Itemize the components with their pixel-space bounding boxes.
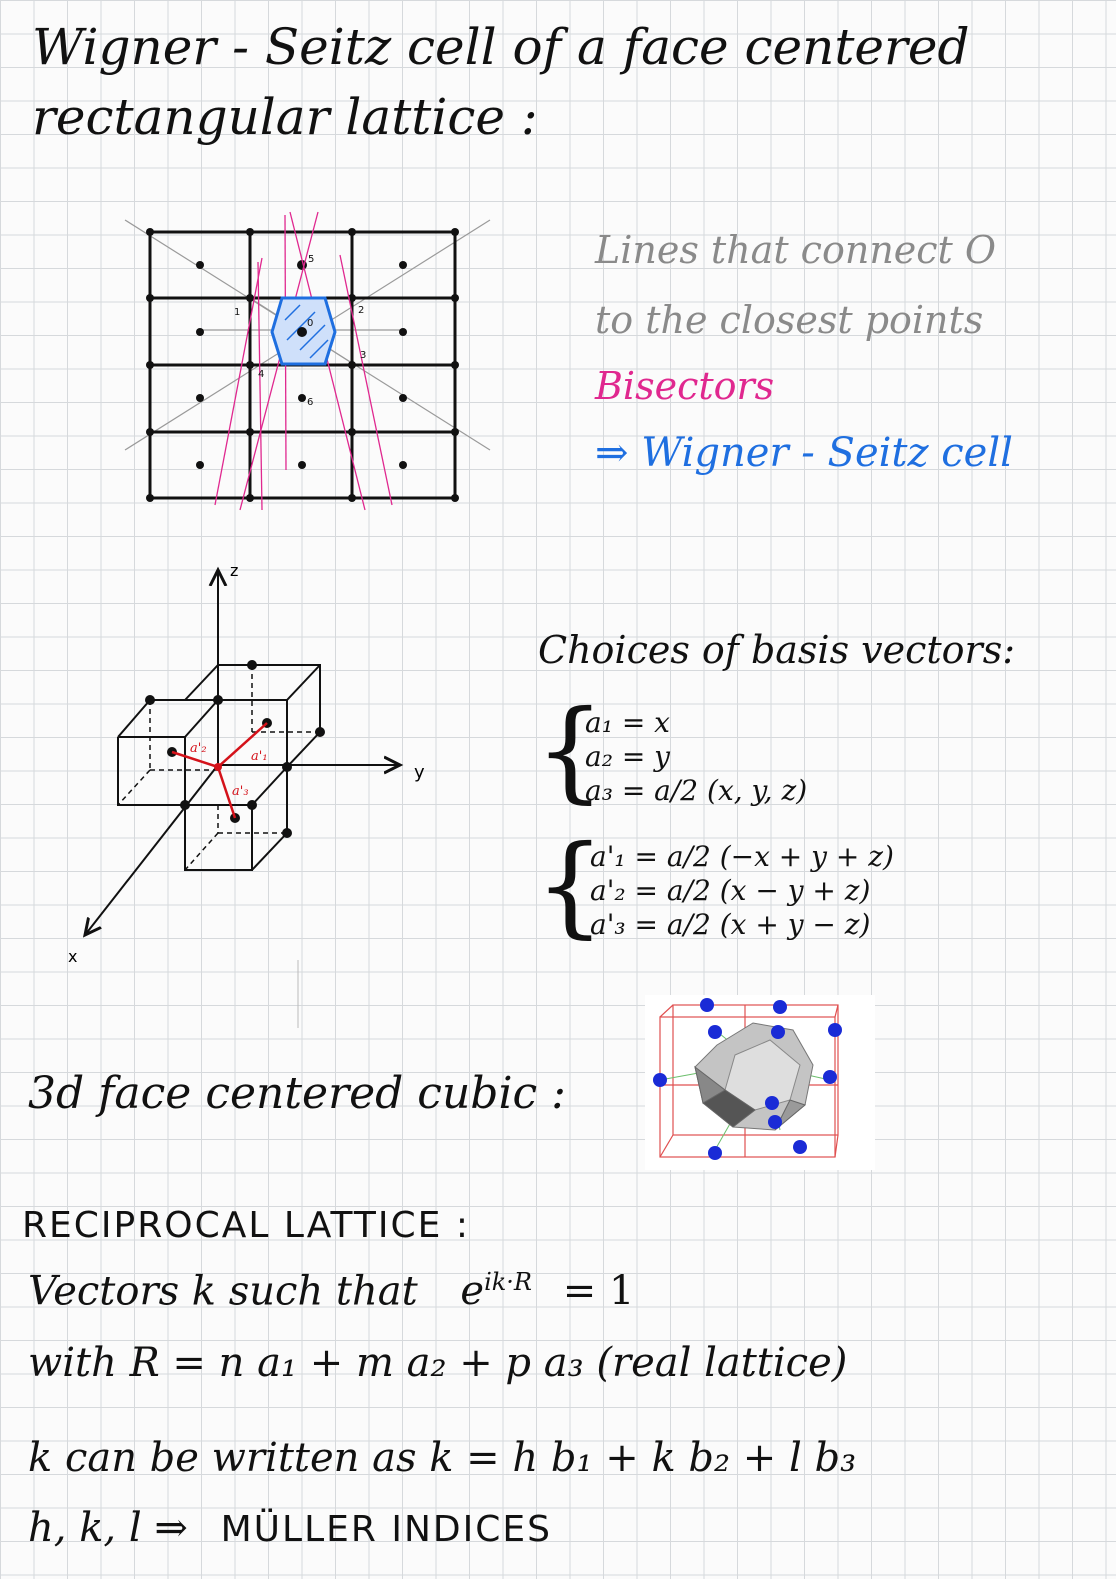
point-label-4: 4: [258, 369, 265, 380]
brace-set-1: {: [535, 686, 605, 814]
axis-z-label: z: [230, 561, 239, 580]
note-wigner-seitz-cell: ⇒ Wigner - Seitz cell: [595, 430, 1013, 476]
point-label-3: 3: [360, 350, 367, 361]
axes: [85, 570, 400, 935]
miller-indices-label: MÜLLER INDICES: [220, 1509, 552, 1550]
vector-label-a3: a'₃: [232, 784, 249, 799]
reciprocal-line-4: [28, 1505, 552, 1551]
fcc-label: 3d face centered cubic :: [28, 1068, 566, 1119]
reciprocal-heading: RECIPROCAL LATTICE :: [22, 1205, 470, 1246]
basis-set2-a2: a'₂ = a/2 (x − y + z): [590, 874, 871, 907]
title-line-2: rectangular lattice :: [32, 88, 538, 146]
basis-set1-a1: a₁ = x: [585, 706, 670, 739]
axis-y-label: y: [414, 762, 425, 783]
reciprocal-exp-power: ik·R: [484, 1268, 532, 1296]
note-bisectors: Bisectors: [595, 364, 775, 408]
point-label-0: 0: [307, 318, 314, 329]
reciprocal-line-1: [28, 1268, 634, 1314]
reciprocal-line-3: k can be written as k = h b₁ + k b₂ + l b₃: [28, 1435, 857, 1481]
miller-indices-symbols: h, k, l ⇒: [28, 1505, 188, 1551]
axis-x-label: x: [68, 947, 78, 966]
basis-set2-a1: a'₁ = a/2 (−x + y + z): [590, 840, 894, 873]
note-connect-line-1: Lines that connect O: [595, 228, 997, 272]
vector-label-a1: a'₁: [251, 749, 268, 764]
reciprocal-exp-base: e: [460, 1268, 485, 1315]
reciprocal-line-2: with R = n a₁ + m a₂ + p a₃ (real lattice): [28, 1340, 848, 1386]
point-label-6: 6: [307, 397, 314, 408]
basis-set2-a3: a'₃ = a/2 (x + y − z): [590, 908, 871, 941]
reciprocal-equals-one: = 1: [562, 1268, 635, 1315]
vector-label-a2: a'₂: [190, 741, 207, 756]
point-label-2: 2: [358, 305, 365, 316]
point-label-5: 5: [308, 254, 315, 265]
vector-labels: [190, 741, 268, 799]
basis-heading: Choices of basis vectors:: [538, 628, 1016, 672]
basis-set1-a3: a₃ = a/2 (x, y, z): [585, 774, 808, 807]
brace-set-2: {: [535, 821, 605, 949]
basis-set1-a2: a₂ = y: [585, 740, 670, 773]
reciprocal-line-1a: Vectors k such that: [28, 1268, 418, 1315]
cube-points: [145, 660, 325, 838]
fcc-wigner-seitz-image: [645, 995, 875, 1170]
title-line-1: Wigner - Seitz cell of a face centered: [32, 18, 970, 76]
note-connect-line-2: to the closest points: [595, 298, 984, 342]
point-label-1: 1: [234, 307, 241, 318]
